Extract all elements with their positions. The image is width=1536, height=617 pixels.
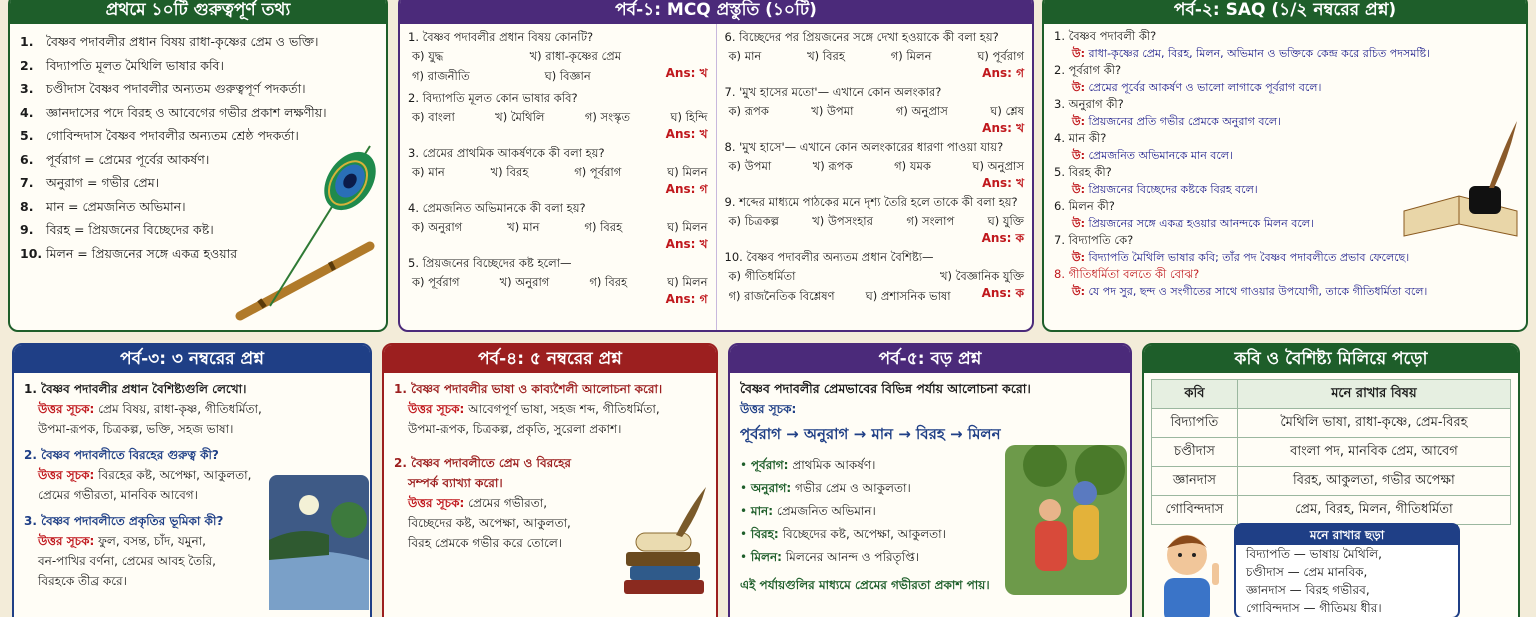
saq-panel (1042, 0, 1528, 332)
saq-item: 2. পূর্বরাগ কী? উ: প্রেমের পূর্বের আকর্ষণ ও ভালো লাগাকে পূর্বরাগ বলে। (1054, 63, 1322, 94)
big-question-panel (728, 343, 1132, 617)
three-mark-question: 3. বৈষ্ণব পদাবলীতে প্রকৃতির ভূমিকা কী? উত্তর সূচক: ফুল, বসন্ত, চাঁদ, যমুনা, বন-পাখির বর্ণনা, প্রেমের আবহ তৈরি, বিরহকে তীব্র করে। (24, 514, 224, 588)
mcq-question: 9. শব্দের মাধ্যমে পাঠকের মনে দৃশ্য তৈরি হলে তাকে কী বলা হয়? ক) চিত্রকল্প খ) উপসংহার গ) সংলাপ ঘ) যুক্তি Ans: ক (724, 195, 1024, 245)
mcq-question: 6. বিচ্ছেদের পর প্রিয়জনের সঙ্গে দেখা হওয়াকে কী বলা হয়? ক) মান খ) বিরহ গ) মিলন ঘ) পূর্বরাগ Ans: গ (724, 30, 1024, 80)
radha-krishna-illustration (1005, 445, 1127, 595)
fact-item: 7. অনুরাগ = গভীর প্রেম। (20, 175, 160, 190)
table-row: বিদ্যাপতি মৈথিলি ভাষা, রাধা-কৃষ্ণে, প্রেম-বিরহ (1152, 409, 1511, 438)
big-hint-label: উত্তর সূচক: (740, 402, 797, 416)
saq-item: 3. অনুরাগ কী? উ: প্রিয়জনের প্রতি গভীর প্রেমকে অনুরাগ বলে। (1054, 97, 1281, 128)
facts-title: প্রথমে ১০টি গুরুত্বপূর্ণ তথ্য (10, 0, 386, 24)
mcq-answer: Ans: গ (665, 292, 708, 306)
mcq-left-column (400, 24, 716, 330)
scroll-books-quill-illustration (616, 485, 711, 615)
fact-item: 1. বৈষ্ণব পদাবলীর প্রধান বিষয় রাধা-কৃষ্ণের প্রেম ও ভক্তি। (20, 34, 319, 49)
mcq-question: 2. বিদ্যাপতি মূলত কোন ভাষার কবি? ক) বাংলা খ) মৈথিলি গ) সংস্কৃত ঘ) হিন্দি Ans: খ (408, 91, 708, 141)
five-mark-title: পর্ব-৪: ৫ নম্বরের প্রশ্ন (384, 345, 716, 373)
mcq-panel (398, 0, 1034, 332)
rhyme-line: গোবিন্দদাস — গীতিময় ধীর। (1246, 601, 1382, 615)
saq-item: 7. বিদ্যাপতি কে? উ: বিদ্যাপতি মৈথিলি ভাষার কবি; তাঁর পদ বৈষ্ণব পদাবলীতে প্রভাব ফেলেছে। (1054, 233, 1410, 264)
fact-item: 3. চণ্ডীদাস বৈষ্ণব পদাবলীর অন্যতম গুরুত্বপূর্ণ পদকর্তা। (20, 81, 306, 96)
table-row: চণ্ডীদাস বাংলা পদ, মানবিক প্রেম, আবেগ (1152, 438, 1511, 467)
mcq-question: 1. বৈষ্ণব পদাবলীর প্রধান বিষয় কোনটি? ক) যুদ্ধ খ) রাধা-কৃষ্ণের প্রেম গ) রাজনীতি ঘ) বিজ্ঞান Ans: খ (408, 28, 708, 86)
fact-item: 8. মান = প্রেমজনিত অভিমান। (20, 198, 186, 214)
mcq-title: পর্ব-১: MCQ প্রস্তুতি (১০টি) (400, 0, 1032, 24)
three-mark-question: 1. বৈষ্ণব পদাবলীর প্রধান বৈশিষ্ট্যগুলি লেখো। উত্তর সূচক: প্রেম বিষয়, রাধা-কৃষ্ণ, গীতিধর্মিতা, উপমা-রূপক, চিত্রকল্প, ভক্তি, সহজ ভাষা। (24, 382, 262, 436)
fact-item: 6. পূর্বরাগ = প্রেমের পূর্বের আকর্ষণ। (20, 151, 210, 167)
stage-item: • মিলন: মিলনের আনন্দ ও পরিতৃপ্তি। (740, 550, 920, 564)
rhyme-line: চণ্ডীদাস — প্রেম মানবিক, (1246, 565, 1368, 579)
rhyme-line: বিদ্যাপতি — ভাষায় মৈথিলি, (1246, 547, 1382, 561)
table-row: গোবিন্দদাস প্রেম, বিরহ, মিলন, গীতিধর্মিতা (1152, 496, 1511, 525)
three-mark-question: 2. বৈষ্ণব পদাবলীতে বিরহের গুরুত্ব কী? উত্তর সূচক: বিরহের কষ্ট, অপেক্ষা, আকুলতা, প্রেমের গভীরতা, মানবিক আবেগ। (24, 448, 252, 502)
mcq-answer: Ans: ক (981, 286, 1024, 300)
poets-panel (1142, 343, 1520, 617)
stage-item: • বিরহ: বিচ্ছেদের কষ্ট, অপেক্ষা, আকুলতা। (740, 527, 946, 541)
mcq-question: 7. 'মুখ হাসের মতো'— এখানে কোন অলংকার? ক) রূপক খ) উপমা গ) অনুপ্রাস ঘ) শ্লেষ Ans: খ (724, 85, 1024, 135)
mcq-answer: Ans: খ (982, 121, 1024, 135)
boy-pointing-illustration (1152, 523, 1232, 617)
poets-title: কবি ও বৈশিষ্ট্য মিলিয়ে পড়ো (1144, 345, 1518, 373)
table-row: জ্ঞানদাস বিরহ, আকুলতা, গভীর অপেক্ষা (1152, 467, 1511, 496)
stage-item: • অনুরাগ: গভীর প্রেম ও আকুলতা। (740, 481, 911, 495)
mcq-answer: Ans: গ (982, 66, 1024, 80)
saq-item: 1. বৈষ্ণব পদাবলী কী? উ: রাধা-কৃষ্ণের প্রেম, বিরহ, মিলন, অভিমান ও ভক্তিকে কেন্দ্র করে রচিত পদসমষ্টি। (1054, 29, 1430, 60)
five-mark-panel (382, 343, 718, 617)
peacock-feather-flute-illustration (220, 136, 385, 326)
mcq-answer: Ans: গ (665, 182, 708, 196)
poets-col-poet: কবি (1152, 380, 1238, 409)
saq-item: 4. মান কী? উ: প্রেমজনিত অভিমানকে মান বলে। (1054, 131, 1233, 162)
moonlit-river-illustration (269, 475, 369, 610)
mcq-right-column (716, 24, 1033, 330)
saq-item: 8. গীতিধর্মিতা বলতে কী বোঝ? উ: যে পদ সুর, ছন্দ ও সংগীতের সাথে গাওয়ার উপযোগী, তাকে গীতিধর্মিতা বলে। (1054, 267, 1428, 298)
stage-flow: পূর্বরাগ → অনুরাগ → মান → বিরহ → মিলন (740, 425, 1001, 443)
stage-item: • পূর্বরাগ: প্রাথমিক আকর্ষণ। (740, 458, 876, 472)
big-question-text: বৈষ্ণব পদাবলীর প্রেমভাবের বিভিন্ন পর্যায় আলোচনা করো। (740, 381, 1031, 396)
mcq-question: 10. বৈষ্ণব পদাবলীর অন্যতম প্রধান বৈশিষ্ট্য— ক) গীতিধর্মিতা খ) বৈজ্ঞানিক যুক্তি গ) রাজনৈতিক বিশ্লেষণ ঘ) প্রশাসনিক ভাষা Ans: ক (725, 248, 1025, 306)
five-mark-question: 1. বৈষ্ণব পদাবলীর ভাষা ও কাব্যশৈলী আলোচনা করো। উত্তর সূচক: আবেগপূর্ণ ভাষা, সহজ শব্দ, গীতিধর্মিতা, উপমা-রূপক, চিত্রকল্প, প্রকৃতি, সুরেলা প্রকাশ। (394, 382, 663, 436)
mcq-answer: Ans: খ (665, 127, 708, 141)
mcq-answer: Ans: খ (982, 176, 1024, 190)
fact-item: 9. বিরহ = প্রিয়জনের বিচ্ছেদের কষ্ট। (20, 222, 214, 237)
poets-col-notes: মনে রাখার বিষয় (1237, 380, 1510, 409)
three-mark-panel (12, 343, 372, 617)
mcq-answer: Ans: খ (665, 66, 708, 80)
saq-item: 6. মিলন কী? উ: প্রিয়জনের সঙ্গে একত্র হওয়ার আনন্দকে মিলন বলে। (1054, 199, 1314, 230)
facts-panel (8, 0, 388, 332)
quill-inkpot-book-illustration (1399, 116, 1524, 251)
mcq-question: 3. প্রেমের প্রাথমিক আকর্ষণকে কী বলা হয়? ক) মান খ) বিরহ গ) পূর্বরাগ ঘ) মিলন Ans: গ (408, 146, 708, 196)
mcq-question: 4. প্রেমজনিত অভিমানকে কী বলা হয়? ক) অনুরাগ খ) মান গ) বিরহ ঘ) মিলন Ans: খ (408, 201, 708, 251)
saq-title: পর্ব-২: SAQ (১/২ নম্বরের প্রশ্ন) (1044, 0, 1526, 24)
stage-item: • মান: প্রেমজনিত অভিমান। (740, 504, 876, 518)
big-footer: এই পর্যায়গুলির মাধ্যমে প্রেমের গভীরতা প্রকাশ পায়। (740, 578, 990, 592)
three-mark-title: পর্ব-৩: ৩ নম্বরের প্রশ্ন (14, 345, 370, 373)
mcq-question: 5. প্রিয়জনের বিচ্ছেদের কষ্ট হলো— ক) পূর্বরাগ খ) অনুরাগ গ) বিরহ ঘ) মিলন Ans: গ (408, 256, 708, 306)
fact-item: 2. বিদ্যাপতি মূলত মৈথিলি ভাষার কবি। (20, 57, 224, 73)
five-mark-question: 2. বৈষ্ণব পদাবলীতে প্রেম ও বিরহের সম্পর্ক ব্যাখ্যা করো। উত্তর সূচক: প্রেমের গভীরতা, বিচ্ছেদের কষ্ট, অপেক্ষা, আকুলতা, বিরহ প্রেমকে গভীর করে তোলে। (394, 456, 572, 550)
fact-item: 10. মিলন = প্রিয়জনের সঙ্গে একত্র হওয়ার (20, 245, 238, 261)
mcq-question: 8. 'মুখ হাসে'— এখানে কোন অলংকারের ধারণা পাওয়া যায়? ক) উপমা খ) রূপক গ) যমক ঘ) অনুপ্রাস Ans: খ (724, 140, 1024, 190)
big-question-title: পর্ব-৫: বড় প্রশ্ন (730, 345, 1130, 373)
rhyme-line: জ্ঞানদাস — বিরহ গভীরব, (1246, 583, 1370, 597)
rhyme-title: মনে রাখার ছড়া (1236, 525, 1458, 545)
mcq-answer: Ans: খ (665, 237, 708, 251)
fact-item: 4. জ্ঞানদাসের পদে বিরহ ও আবেগের গভীর প্রকাশ লক্ষণীয়। (20, 104, 327, 120)
poets-table (1151, 379, 1511, 525)
fact-item: 5. গোবিন্দদাস বৈষ্ণব পদাবলীর অন্যতম শ্রেষ্ঠ পদকর্তা। (20, 128, 299, 143)
rhyme-box (1234, 523, 1460, 617)
mcq-answer: Ans: ক (981, 231, 1024, 245)
saq-item: 5. বিরহ কী? উ: প্রিয়জনের বিচ্ছেদের কষ্টকে বিরহ বলে। (1054, 165, 1258, 196)
